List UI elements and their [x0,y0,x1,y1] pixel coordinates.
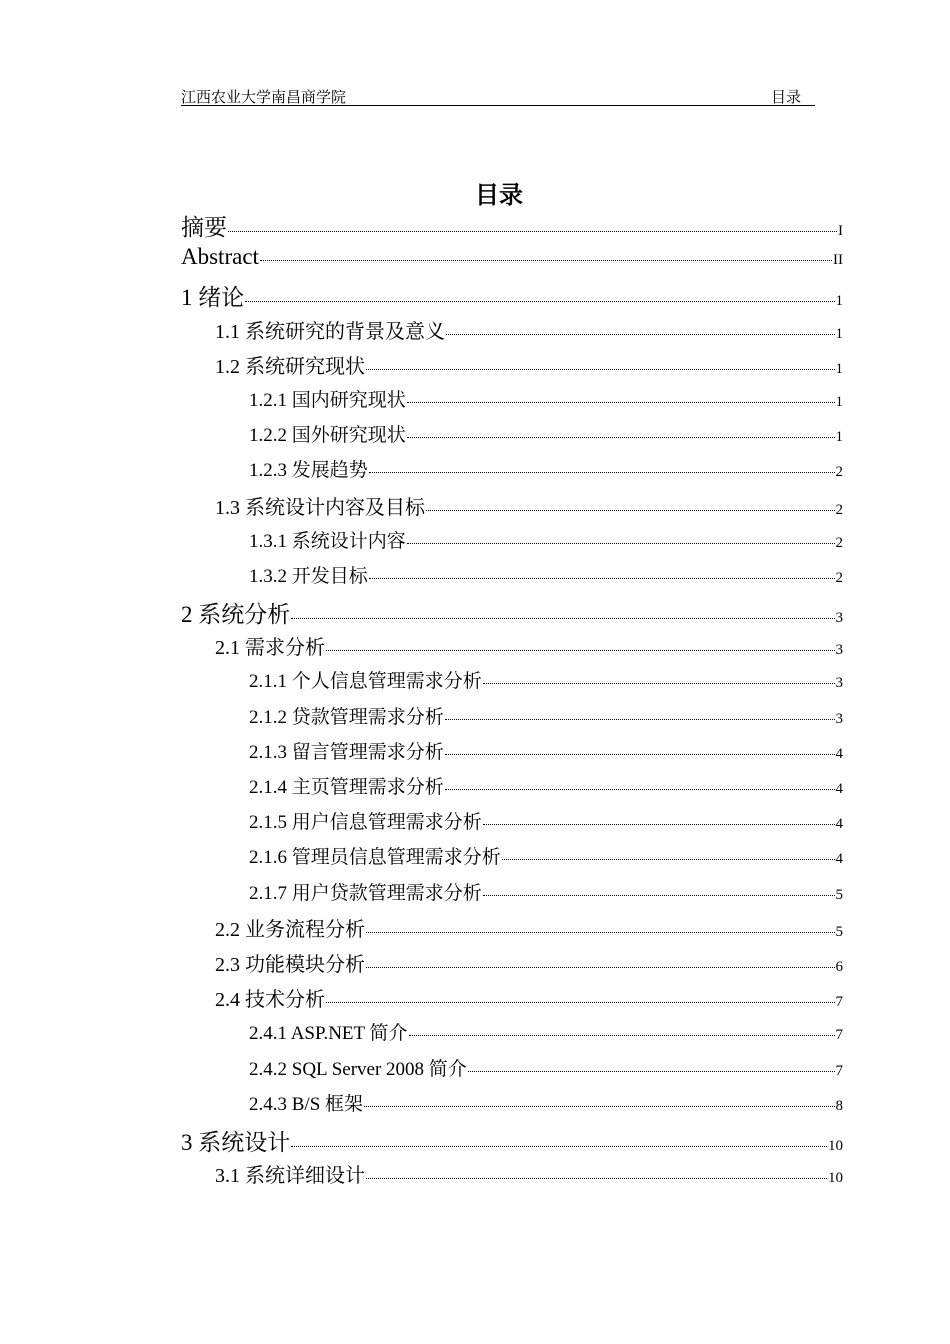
dot-leader [366,368,835,370]
toc-entry-label: 1.3.1 系统设计内容 [249,530,406,552]
dot-leader [483,823,835,825]
toc-entry-page: 2 [835,464,843,481]
toc-entry[interactable] [181,666,843,701]
toc-entry-page: 3 [835,710,843,727]
toc-entry-label: Abstract [181,244,259,270]
toc-entry[interactable] [181,385,843,420]
dot-leader [407,436,835,438]
toc-entry[interactable] [181,737,843,772]
toc-entry[interactable] [181,1124,843,1159]
dot-leader [426,509,835,511]
dot-leader [483,682,835,684]
toc-entry-label: 3.1 系统详细设计 [215,1165,365,1188]
dot-leader [326,1001,835,1003]
dot-leader [366,966,835,968]
toc-entry[interactable] [181,1159,843,1194]
header-institution: 江西农业大学南昌商学院 [181,90,347,106]
toc-entry-page: 7 [835,1027,843,1044]
dot-leader [409,1034,835,1036]
toc-entry[interactable] [181,631,843,666]
toc-entry-page: 4 [835,781,843,797]
dot-leader [483,894,835,896]
page-header [181,86,815,106]
toc-entry[interactable] [181,315,843,350]
toc-entry-label: 1.2.3 发展趋势 [249,460,368,482]
toc-entry-label: 2.3 功能模块分析 [215,953,365,976]
toc-entry-label: 3 系统设计 [181,1129,291,1155]
toc-entry[interactable] [181,455,843,490]
toc-entry-page: 1 [835,429,843,446]
toc-entry-page: 6 [835,958,843,975]
toc-entry-label: 2.1.1 个人信息管理需求分析 [249,671,482,693]
toc-entry[interactable] [181,702,843,737]
toc-entry[interactable] [181,420,843,455]
toc-entry[interactable] [181,772,843,807]
toc-entry-label: 2.2 业务流程分析 [215,918,365,941]
toc-entry[interactable] [181,878,843,913]
toc-entry-page: 2 [835,501,843,518]
toc-entry-label: 1.3.2 开发目标 [249,565,368,587]
toc-entry-page: 10 [828,1170,843,1187]
toc-entry[interactable] [181,526,843,561]
table-of-contents [181,209,843,1194]
toc-entry[interactable] [181,948,843,983]
toc-entry-label: 2.4 技术分析 [215,989,325,1012]
toc-entry-label: 1.2 系统研究现状 [215,355,365,378]
toc-entry-label: 2.1.6 管理员信息管理需求分析 [249,847,501,869]
dot-leader [291,617,834,619]
toc-entry-page: 1 [835,293,843,310]
toc-entry-label: 2.1.4 主页管理需求分析 [249,777,444,798]
dot-leader [468,1070,835,1072]
toc-entry-label: 2.4.2 SQL Server 2008 简介 [249,1058,467,1080]
toc-entry-label: 2.4.1 ASP.NET 简介 [249,1023,408,1045]
dot-leader [326,649,835,651]
toc-entry-page: I [838,223,843,239]
toc-entry[interactable] [181,807,843,842]
toc-entry-page: 1 [835,393,843,410]
toc-entry-page: 5 [835,886,843,903]
toc-entry[interactable] [181,491,843,526]
toc-entry-page: 2 [835,534,843,551]
dot-leader [369,471,835,473]
toc-entry-page: 3 [835,642,843,659]
toc-entry[interactable] [181,983,843,1018]
toc-entry-label: 2.4.3 B/S 框架 [249,1093,364,1115]
toc-entry-page: 1 [835,360,843,377]
toc-entry-label: 摘要 [181,215,227,240]
dot-leader [407,542,835,544]
dot-leader [260,259,832,261]
toc-entry[interactable] [181,1018,843,1053]
toc-entry[interactable] [181,842,843,877]
toc-entry-page: 3 [835,675,843,692]
toc-entry[interactable] [181,913,843,948]
toc-entry[interactable] [181,1089,843,1124]
toc-entry-page: 4 [835,745,843,762]
toc-entry[interactable] [181,350,843,385]
toc-entry-label: 1.2.2 国外研究现状 [249,425,406,447]
dot-leader [245,300,834,302]
toc-entry[interactable] [181,561,843,596]
toc-entry[interactable] [181,209,843,244]
toc-entry-page: II [833,252,843,269]
dot-leader [407,401,835,403]
dot-leader [364,1105,834,1107]
dot-leader [445,788,835,790]
toc-entry-label: 2.1.7 用户贷款管理需求分析 [249,882,482,904]
toc-entry-page: 4 [835,816,843,833]
dot-leader [445,753,835,755]
toc-entry-page: 7 [835,994,843,1011]
header-section: 目录 [770,90,801,106]
toc-entry-page: 1 [835,325,843,342]
dot-leader [366,1177,827,1179]
toc-entry-page: 5 [835,923,843,940]
dot-leader [291,1145,827,1147]
toc-entry[interactable] [181,596,843,631]
dot-leader [502,858,835,860]
toc-entry-label: 2.1.5 用户信息管理需求分析 [249,812,482,834]
toc-entry-page: 10 [828,1137,843,1154]
toc-entry-label: 2.1.3 留言管理需求分析 [249,741,444,763]
toc-entry-page: 4 [835,851,843,868]
dot-leader [369,577,835,579]
toc-entry[interactable] [181,244,843,279]
toc-entry-label: 2 系统分析 [181,602,291,628]
toc-title: 目录 [475,183,523,209]
dot-leader [445,718,835,720]
dot-leader [366,931,835,933]
toc-entry-label: 2.1 需求分析 [215,637,325,660]
toc-entry-page: 3 [835,610,843,627]
toc-entry-label: 1.1 系统研究的背景及意义 [215,320,445,343]
dot-leader [446,333,835,335]
toc-entry[interactable] [181,1054,843,1089]
toc-entry-label: 2.1.2 贷款管理需求分析 [249,706,444,728]
toc-entry-label: 1.2.1 国内研究现状 [249,389,406,411]
dot-leader [228,230,837,232]
toc-entry-page: 7 [835,1062,843,1079]
toc-entry-label: 1.3 系统设计内容及目标 [215,496,425,519]
toc-entry-page: 8 [835,1097,843,1114]
toc-entry-label: 1 绪论 [181,285,245,311]
toc-entry-page: 2 [835,569,843,586]
toc-entry[interactable] [181,279,843,314]
